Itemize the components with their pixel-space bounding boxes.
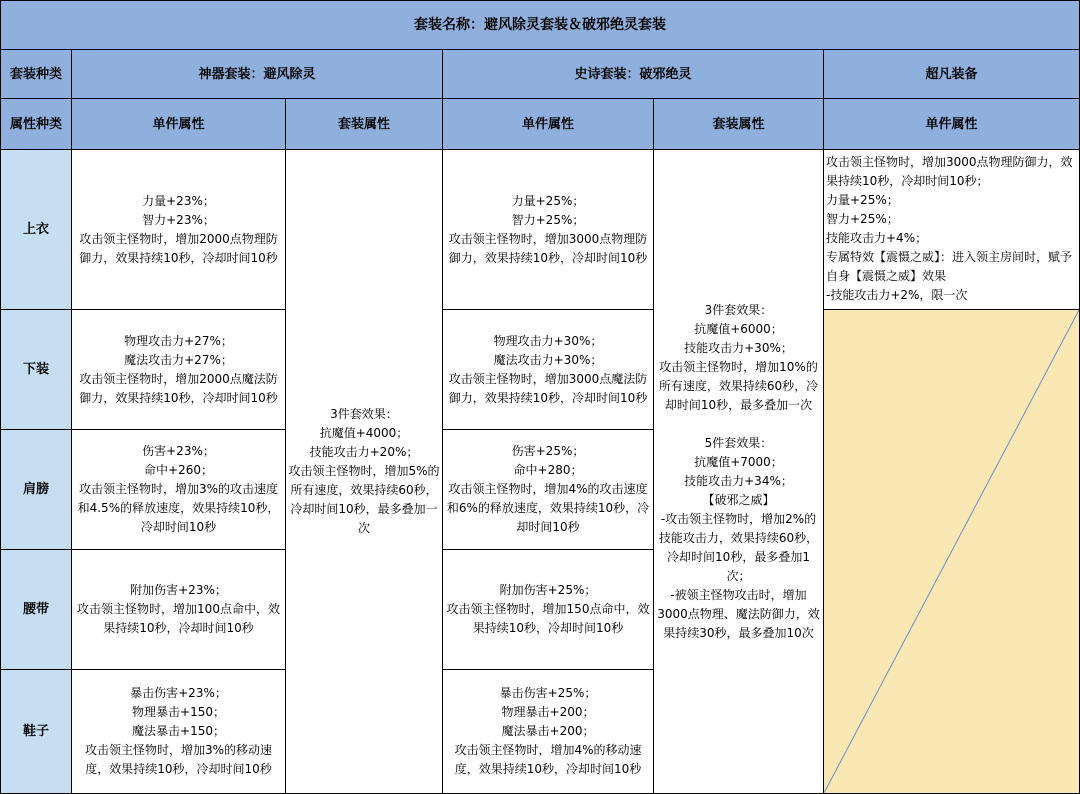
artifact-top-attr: 力量+23%； 智力+23%； 攻击领主怪物时，增加2000点物理防御力，效果持续10秒，冷却时间10秒 <box>72 150 286 310</box>
diagonal-slash-icon <box>824 310 1079 793</box>
extra-equip-header: 超凡装备 <box>824 50 1080 99</box>
artifact-belt-attr: 附加伤害+23%； 攻击领主怪物时，增加100点命中，效果持续10秒，冷却时间10秒 <box>72 550 286 670</box>
epic-set-effect: 3件套效果： 抗魔值+6000； 技能攻击力+30%； 攻击领主怪物时，增加10%的所有速度，效果持续60秒，冷却时间10秒，最多叠加一次 5件套效果： 抗魔值+7000； 技能攻击力+34%； 【破邪之威】 -攻击领主怪物时，增加2%的技能攻击力，效果持续60秒，冷却时间10秒，最多叠加1次； -被领主怪物攻击时，增加3000点物理、魔法防御力，效果持续30秒，最多叠加10次 <box>654 150 824 794</box>
row-label-shoulder: 肩膀 <box>0 430 72 550</box>
row-label-shoes: 鞋子 <box>0 670 72 794</box>
epic-single-attr-header: 单件属性 <box>443 99 654 150</box>
artifact-shoulder-attr: 伤害+23%； 命中+260； 攻击领主怪物时，增加3%的攻击速度和4.5%的释放速度，效果持续10秒，冷却时间10秒 <box>72 430 286 550</box>
artifact-suit-header: 神器套装：避风除灵 <box>72 50 443 99</box>
epic-shoulder-attr: 伤害+25%； 命中+280； 攻击领主怪物时，增加4%的攻击速度和6%的释放速度，效果持续10秒，冷却时间10秒 <box>443 430 654 550</box>
attr-type-label: 属性种类 <box>0 99 72 150</box>
epic-set-attr-header: 套装属性 <box>654 99 824 150</box>
artifact-shoes-attr: 暴击伤害+23%； 物理暴击+150； 魔法暴击+150； 攻击领主怪物时，增加3%的移动速度，效果持续10秒，冷却时间10秒 <box>72 670 286 794</box>
artifact-single-attr-header: 单件属性 <box>72 99 286 150</box>
artifact-set-attr-header: 套装属性 <box>286 99 443 150</box>
epic-suit-header: 史诗套装：破邪绝灵 <box>443 50 824 99</box>
row-label-belt: 腰带 <box>0 550 72 670</box>
empty-diagonal-cell <box>824 310 1080 794</box>
epic-belt-attr: 附加伤害+25%； 攻击领主怪物时，增加150点命中，效果持续10秒，冷却时间10秒 <box>443 550 654 670</box>
epic-top-attr: 力量+25%； 智力+25%； 攻击领主怪物时，增加3000点物理防御力，效果持续10秒，冷却时间10秒 <box>443 150 654 310</box>
artifact-set-effect: 3件套效果： 抗魔值+4000； 技能攻击力+20%； 攻击领主怪物时，增加5%的所有速度，效果持续60秒，冷却时间10秒，最多叠加一次 <box>286 150 443 794</box>
extra-single-attr: 攻击领主怪物时，增加3000点物理防御力，效果持续10秒，冷却时间10秒； 力量+25%； 智力+25%； 技能攻击力+4%； 专属特效【震慑之威】：进入领主房间时，赋予自身【震慑之威】效果 -技能攻击力+2%，限一次 <box>824 150 1080 310</box>
row-label-bottom: 下装 <box>0 310 72 430</box>
artifact-bottom-attr: 物理攻击力+27%； 魔法攻击力+27%； 攻击领主怪物时，增加2000点魔法防御力，效果持续10秒，冷却时间10秒 <box>72 310 286 430</box>
epic-shoes-attr: 暴击伤害+25%； 物理暴击+200； 魔法暴击+200； 攻击领主怪物时，增加4%的移动速度，效果持续10秒，冷却时间10秒 <box>443 670 654 794</box>
epic-bottom-attr: 物理攻击力+30%； 魔法攻击力+30%； 攻击领主怪物时，增加3000点魔法防御力，效果持续10秒，冷却时间10秒 <box>443 310 654 430</box>
table-title: 套装名称：避风除灵套装＆破邪绝灵套装 <box>0 0 1080 50</box>
row-label-top: 上衣 <box>0 150 72 310</box>
extra-single-attr-header: 单件属性 <box>824 99 1080 150</box>
suit-type-label: 套装种类 <box>0 50 72 99</box>
